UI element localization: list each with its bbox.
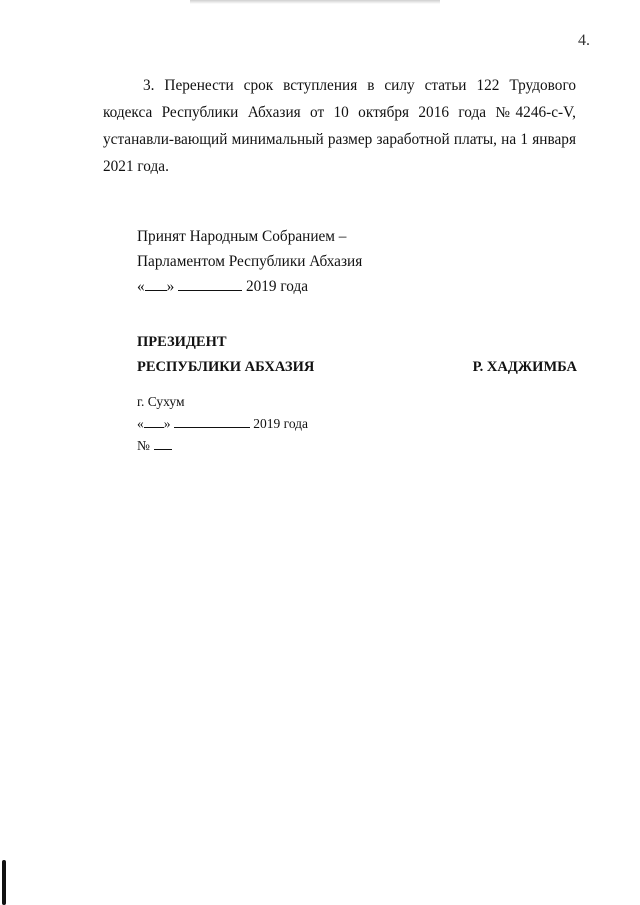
place-date-year: 2019 года	[253, 416, 309, 431]
scan-edge-top	[190, 0, 440, 4]
place-number-line	[137, 435, 308, 457]
place-date-day-blank	[144, 413, 164, 428]
number-label: №	[137, 438, 150, 453]
date-quote-open: «	[137, 278, 145, 295]
signature-title-line-2: РЕСПУБЛИКИ АБХАЗИЯ	[137, 359, 315, 375]
signature-block	[137, 330, 577, 380]
signature-title-line-1: ПРЕЗИДЕНТ	[137, 334, 227, 350]
place-city: г. Сухум	[137, 394, 185, 409]
signatory-name: Р. ХАДЖИМБА	[472, 359, 577, 375]
number-blank	[154, 435, 172, 450]
accepted-line-1: Принят Народным Собранием –	[137, 228, 347, 245]
page-number: 4.	[578, 32, 590, 49]
scan-edge-left	[2, 860, 6, 905]
accepted-block	[137, 224, 362, 299]
place-date-quote-close: »	[163, 416, 171, 431]
place-date-line	[137, 413, 308, 435]
accepted-line-2: Парламентом Республики Абхазия	[137, 253, 363, 270]
date-year: 2019 года	[245, 278, 309, 295]
date-day-blank	[145, 276, 167, 291]
place-date-quote-open: «	[137, 416, 144, 431]
accepted-date-line	[137, 274, 362, 299]
place-block	[137, 391, 308, 457]
date-month-blank	[178, 276, 242, 291]
place-date-month-blank	[174, 413, 250, 428]
article-paragraph: 3. Перенести срок вступления в силу статьи 122 Трудового кодекса Республики Абхазия от 10 октября 2016 года №4246-с-V, устанавли-вающий минимальный размер заработной платы, на 1 января 2021 года.	[103, 77, 576, 175]
signature-row	[137, 355, 577, 380]
date-quote-close: »	[166, 278, 175, 295]
